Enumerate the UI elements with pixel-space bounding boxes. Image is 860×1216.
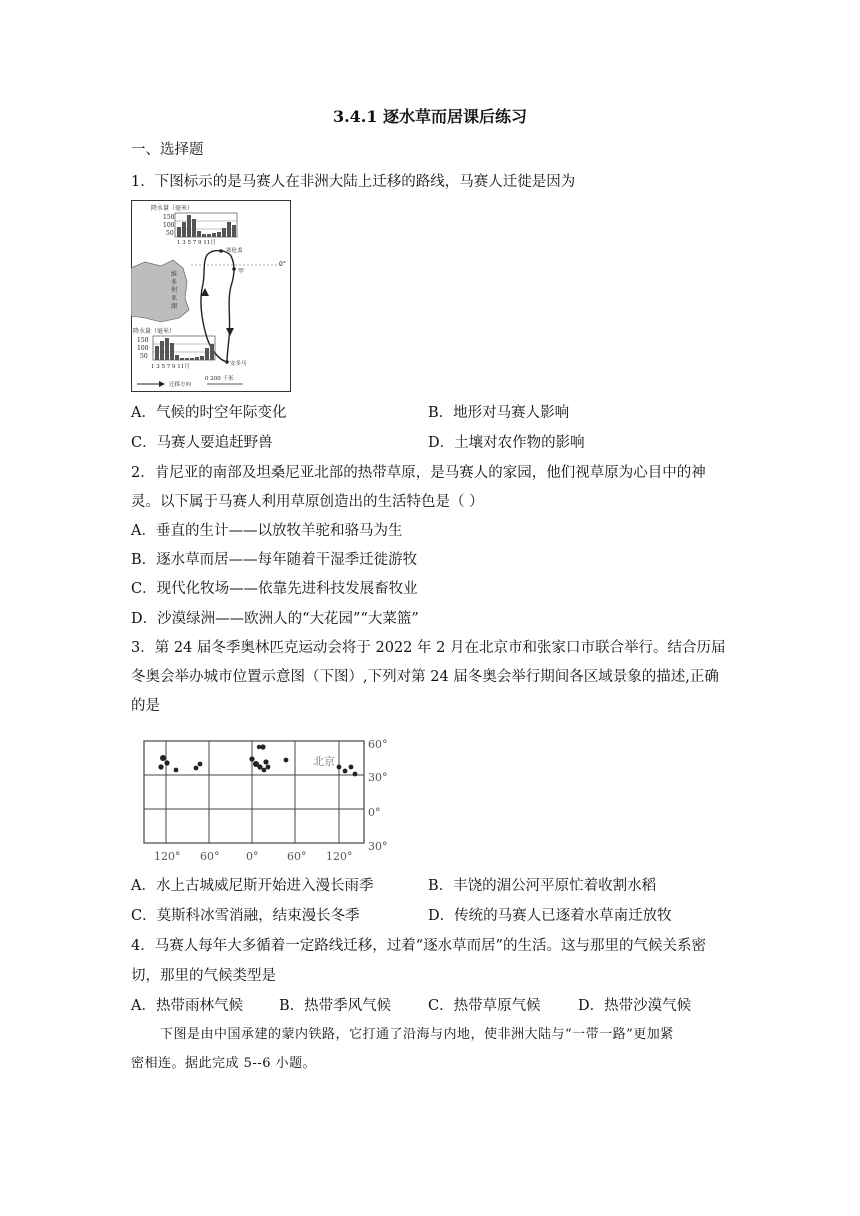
svg-text:50: 50 (140, 353, 148, 360)
q4-option-c: C．热带草原气候 (428, 998, 541, 1014)
winter-olympics-city-map (142, 734, 392, 864)
question-3-stem-line2: 冬奥会举办城市位置示意图（下图）,下列对第 24 届冬奥会举行期间各区域景象的描述,正确 (131, 669, 719, 685)
q4-option-b: B．热带季风气候 (279, 998, 392, 1014)
lake-victoria (131, 260, 189, 322)
q2-option-d: D．沙漠绿洲——欧洲人的“大花园”“大菜篮” (131, 611, 419, 627)
svg-text:60°: 60° (287, 850, 307, 863)
question-2-stem-line2: 灵。以下属于马赛人利用草原创造出的生活特色是（ ） (131, 494, 484, 510)
q3-option-b: B．丰饶的湄公河平原忙着收割水稻 (428, 878, 657, 894)
svg-text:120°: 120° (326, 850, 353, 863)
q2-option-c: C．现代化牧场——依靠先进科技发展畜牧业 (131, 581, 418, 597)
svg-text:维: 维 (171, 271, 178, 278)
page-title: 3.4.1 逐水草而居课后练习 (332, 107, 528, 126)
q1-option-a: A．气候的时空年际变化 (131, 405, 287, 421)
q1-option-b: B．地形对马赛人影响 (428, 405, 570, 421)
svg-text:利: 利 (171, 287, 178, 294)
svg-text:1 3 5 7 9 11月: 1 3 5 7 9 11月 (151, 364, 190, 370)
svg-text:150: 150 (137, 337, 149, 344)
svg-text:60°: 60° (200, 850, 220, 863)
q2-option-b: B．逐水草而居——每年随着干湿季迁徙游牧 (131, 552, 418, 568)
svg-text:30°: 30° (368, 771, 388, 784)
svg-text:30°: 30° (368, 840, 388, 853)
question-2-stem-line1: 2．肯尼亚的南部及坦桑尼亚北部的热带草原，是马赛人的家园，他们视草原为心目中的神 (131, 465, 706, 481)
top-chart-rain-label: 降水量（毫米） (151, 205, 194, 212)
scale-label: 0 200 千米 (205, 376, 234, 382)
svg-text:0°: 0° (246, 850, 259, 863)
place-top: 塞伦盖 (226, 248, 243, 254)
section-heading: 一、选择题 (131, 142, 204, 158)
svg-text:60°: 60° (368, 738, 388, 751)
svg-text:亚: 亚 (171, 295, 178, 302)
q1-option-c: C．马赛人要追赶野兽 (131, 435, 273, 451)
passage-line2: 密相连。据此完成 5--6 小题。 (131, 1056, 317, 1071)
q2-option-a: A．垂直的生计——以放牧羊驼和骆马为生 (131, 523, 403, 539)
place-jia: 甲 (238, 268, 245, 275)
svg-text:100: 100 (137, 345, 149, 352)
svg-text:150: 150 (163, 214, 175, 221)
q1-option-d: D．土壤对农作物的影响 (428, 435, 585, 451)
svg-text:0°: 0° (368, 806, 381, 819)
passage-line1: 下图是由中国承建的蒙内铁路，它打通了沿海与内地，使非洲大陆与“一带一路”更加紧 (160, 1027, 674, 1042)
question-1-stem: 1．下图标示的是马赛人在非洲大陆上迁移的路线，马赛人迁徙是因为 (131, 174, 576, 190)
q4-option-a: A．热带雨林气候 (131, 998, 243, 1014)
svg-text:多: 多 (171, 279, 178, 286)
question-3-stem-line1: 3．第 24 届冬季奥林匹克运动会将于 2022 年 2 月在北京市和张家口市联合举行。结合历届 (131, 640, 726, 656)
place-bottom: 安多马 (230, 361, 247, 367)
beijing-label: 北京 (313, 755, 335, 768)
svg-text:120°: 120° (154, 850, 181, 863)
q3-option-c: C．莫斯科冰雪消融，结束漫长冬季 (131, 908, 360, 924)
svg-text:湖: 湖 (171, 303, 178, 310)
q3-option-a: A．水上古城威尼斯开始进入漫长雨季 (131, 878, 374, 894)
question-4-stem-line1: 4．马赛人每年大多循着一定路线迁移，过着“逐水草而居”的生活。这与那里的气候关系密 (131, 938, 707, 954)
svg-text:50: 50 (166, 230, 174, 237)
equator-label: 0° (279, 261, 286, 268)
bottom-chart-rain-label: 降水量（毫米） (133, 328, 176, 335)
svg-text:100: 100 (163, 222, 175, 229)
q3-option-d: D．传统的马赛人已逐着水草南迁放牧 (428, 908, 672, 924)
question-3-stem-line3: 的是 (131, 698, 160, 714)
svg-text:1 3 5 7 9 11月: 1 3 5 7 9 11月 (177, 240, 216, 246)
legend-arrow-label: 迁移方向 (169, 382, 192, 388)
question-4-stem-line2: 切，那里的气候类型是 (131, 968, 276, 984)
q4-option-d: D．热带沙漠气候 (578, 998, 692, 1014)
maasai-migration-map (131, 200, 291, 392)
